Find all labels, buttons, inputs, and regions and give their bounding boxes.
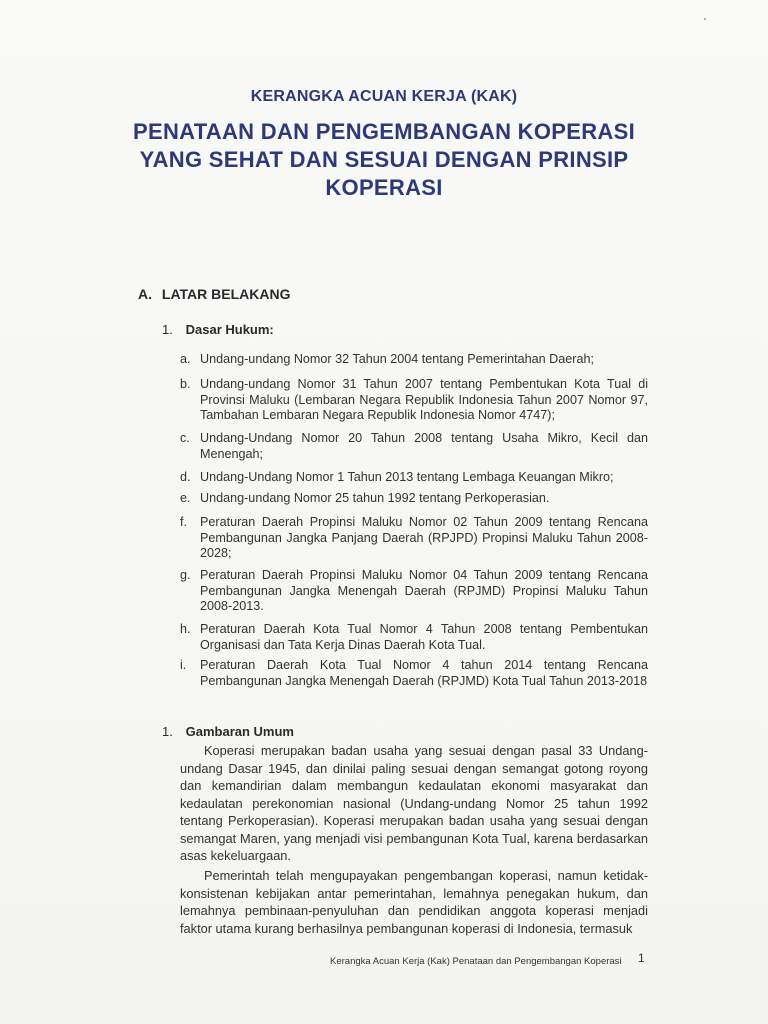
footer-text: Kerangka Acuan Kerja (Kak) Penataan dan Pengembangan Koperasi <box>330 956 622 967</box>
list-item <box>180 470 648 486</box>
list-item <box>180 658 648 689</box>
list-marker: a. <box>180 352 191 366</box>
list-item <box>180 491 648 507</box>
gambaran-umum-number: 1. <box>162 724 173 739</box>
list-text: Undang-Undang Nomor 20 Tahun 2008 tentang Usaha Mikro, Kecil dan Menengah; <box>200 431 648 461</box>
list-item <box>180 622 648 653</box>
section-a-title: LATAR BELAKANG <box>161 286 291 302</box>
main-title-line-2: YANG SEHAT DAN SESUAI DENGAN PRINSIP <box>139 147 629 172</box>
list-item <box>180 352 648 368</box>
section-a-number: A. <box>138 286 152 302</box>
list-item <box>180 515 648 562</box>
list-text: Undang-undang Nomor 32 Tahun 2004 tentang Pemerintahan Daerah; <box>200 352 594 366</box>
list-marker: d. <box>180 470 191 484</box>
main-title <box>0 118 768 202</box>
list-item <box>180 568 648 615</box>
list-text: Peraturan Daerah Propinsi Maluku Nomor 02 Tahun 2009 tentang Rencana Pembangunan Jangka Panjang Daerah (RPJPD) Propinsi Maluku Tahun 2008-2028; <box>200 515 648 560</box>
list-marker: c. <box>180 431 190 445</box>
list-item <box>180 431 648 462</box>
kak-title: KERANGKA ACUAN KERJA (KAK) <box>250 88 518 105</box>
scan-speck <box>704 18 706 20</box>
gambaran-paragraph-1: Koperasi merupakan badan usaha yang sesuai dengan pasal 33 Undang-undang Dasar 1945, dan dinilai paling sesuai dengan semangat gotong royong dan kemandirian dalam membangun kedaulatan ekonomi masyarakat dan kedaulatan perekonomian nasional (Undang-undang Nomor 25 tahun 1992 tentang Perkoperasian). Koperasi merupakan badan usaha yang sesuai dengan semangat Maren, yang menjadi visi pembangunan Kota Tual, karena berdasarkan asas kekeluargaan. <box>180 743 648 863</box>
dasar-hukum-heading <box>162 322 274 337</box>
list-marker: h. <box>180 622 191 636</box>
gambaran-umum-title: Gambaran Umum <box>185 724 294 739</box>
dasar-hukum-number: 1. <box>162 322 173 337</box>
gambaran-paragraph-2: Pemerintah telah mengupayakan pengembangan koperasi, namun ketidak-konsistenan kebijakan antar pemerintahan, lemahnya penegakan hukum, dan lemahnya pembinaan-penyuluhan dan pendidikan anggota koperasi menjadi faktor utama kurang berhasilnya pembangunan koperasi di Indonesia, termasuk <box>180 868 648 936</box>
gambaran-umum-heading <box>162 724 294 739</box>
list-marker: i. <box>180 658 187 672</box>
list-text: Undang-undang Nomor 31 Tahun 2007 tentang Pembentukan Kota Tual di Provinsi Maluku (Lembaran Negara Republik Indonesia Tahun 2007 Nomor 97, Tambahan Lembaran Negara Republik Indonesia Nomor 4747); <box>200 377 648 422</box>
list-marker: g. <box>180 568 191 582</box>
list-marker: e. <box>180 491 191 505</box>
list-item <box>180 377 648 424</box>
main-title-line-1: PENATAAN DAN PENGEMBANGAN KOPERASI <box>133 119 635 144</box>
list-marker: b. <box>180 377 191 391</box>
main-title-line-3: KOPERASI <box>325 175 443 200</box>
page-number: 1 <box>638 951 645 965</box>
list-text: Undang-Undang Nomor 1 Tahun 2013 tentang Lembaga Keuangan Mikro; <box>200 470 614 484</box>
list-marker: f. <box>180 515 187 529</box>
section-a-heading <box>138 286 290 302</box>
list-text: Peraturan Daerah Kota Tual Nomor 4 tahun 2014 tentang Rencana Pembangunan Jangka Menengah Daerah (RPJMD) Kota Tual Tahun 2013-2018 <box>200 658 648 688</box>
list-text: Undang-undang Nomor 25 tahun 1992 tentang Perkoperasian. <box>200 491 550 505</box>
dasar-hukum-title: Dasar Hukum: <box>185 322 274 337</box>
list-text: Peraturan Daerah Kota Tual Nomor 4 Tahun 2008 tentang Pembentukan Organisasi dan Tata Kerja Dinas Daerah Kota Tual. <box>200 622 648 652</box>
list-text: Peraturan Daerah Propinsi Maluku Nomor 04 Tahun 2009 tentang Rencana Pembangunan Jangka Menengah Daerah (RPJMD) Propinsi Maluku Tahun 2008-2013. <box>200 568 648 613</box>
